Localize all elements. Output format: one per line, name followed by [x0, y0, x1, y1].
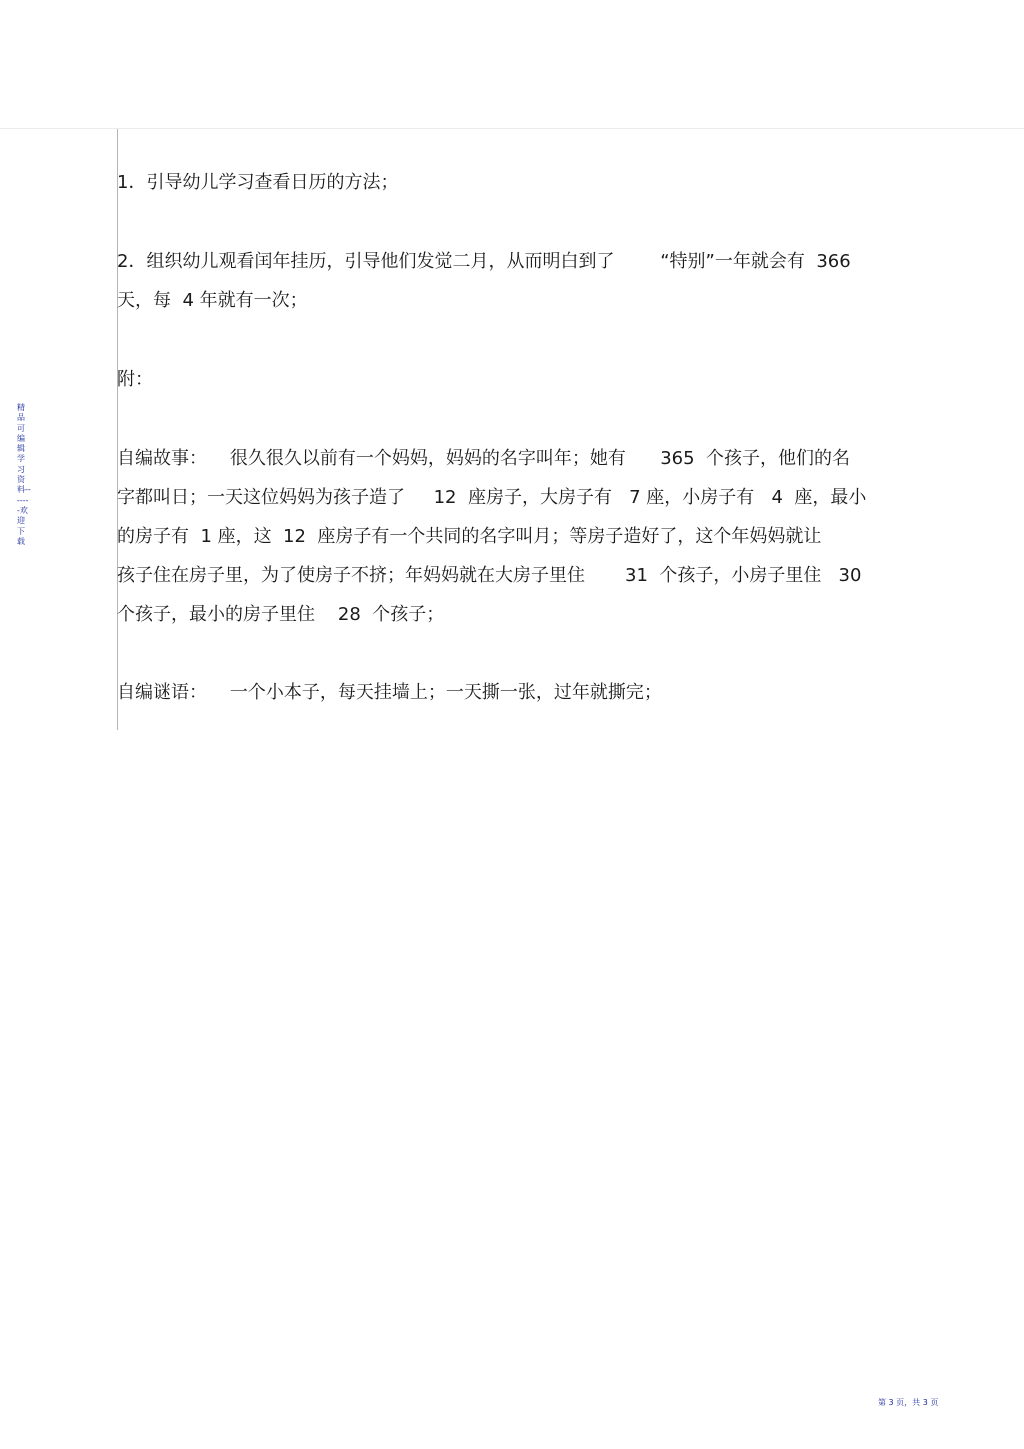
story-line-2: 字都叫日；一天这位妈妈为孩子造了 12 座房子，大房子有 7 座，小房子有 4 座，最小: [117, 487, 867, 508]
story-line-4: 孩子住在房子里，为了使房子不挤；年妈妈就在大房子里住 31 个孩子，小房子里住 30: [117, 565, 862, 586]
goal-item-2-line-1: 2．组织幼儿观看闰年挂历，引导他们发觉二月，从而明白到了 “特别”一年就会有 366: [117, 251, 851, 272]
page-number: 第 3 页，共 3 页: [878, 1398, 939, 1407]
header-divider: [0, 128, 1024, 129]
goal-item-1: 1．引导幼儿学习查看日历的方法；: [117, 172, 399, 193]
side-watermark: 精品可编辑学习资料-------欢迎下载: [17, 403, 31, 546]
story-line-5: 个孩子，最小的房子里住 28 个孩子；: [117, 604, 445, 625]
goal-item-2-line-2: 天，每 4 年就有一次；: [117, 290, 308, 311]
left-margin-line: [117, 129, 118, 730]
appendix-label: 附：: [117, 369, 153, 390]
story-line-1: 自编故事： 很久很久以前有一个妈妈，妈妈的名字叫年；她有 365 个孩子，他们的名: [117, 448, 851, 469]
riddle-line-1: 自编谜语： 一个小本子，每天挂墙上；一天撕一张，过年就撕完；: [117, 682, 662, 703]
story-line-3: 的房子有 1 座，这 12 座房子有一个共同的名字叫月；等房子造好了，这个年妈妈就让: [117, 526, 822, 547]
